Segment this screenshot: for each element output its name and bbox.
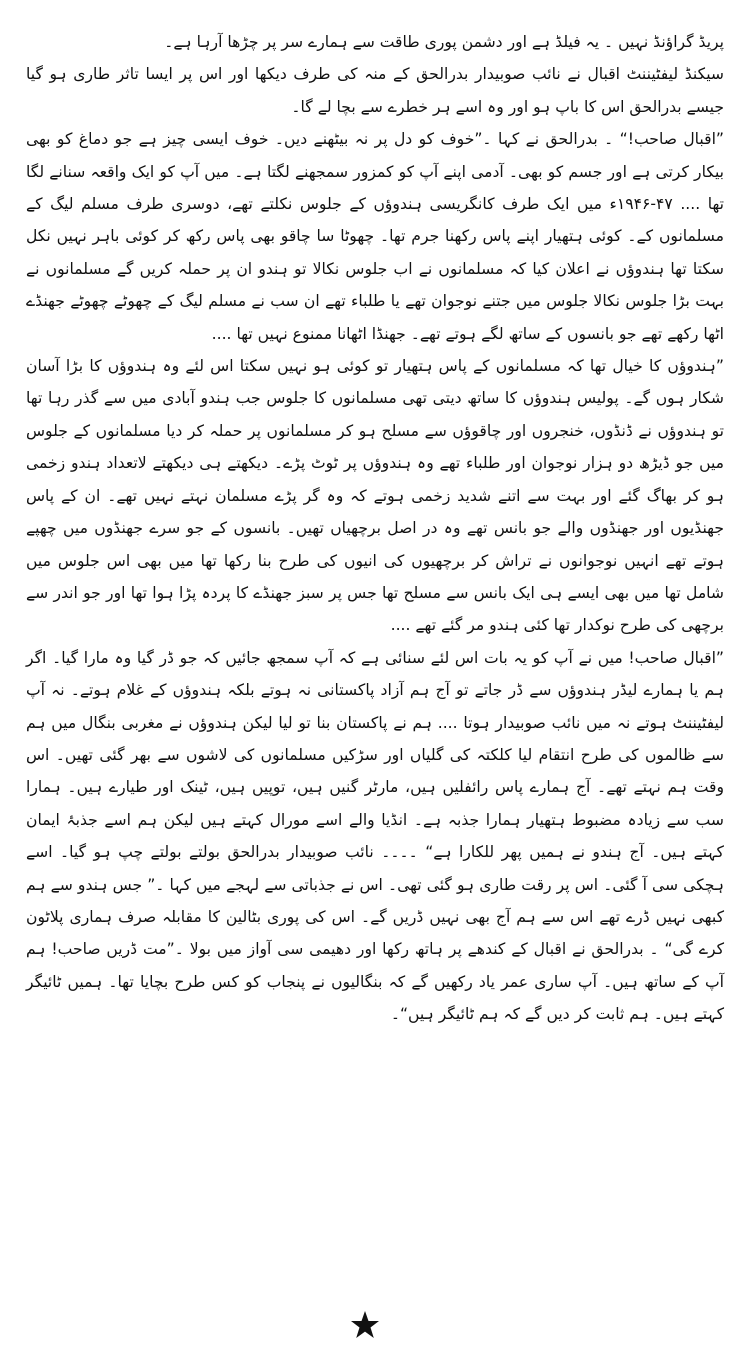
star-icon	[350, 1310, 380, 1340]
paragraph-3: ”اقبال صاحب!“ ۔ بدرالحق نے کہا ۔”خوف کو دل پر نہ بیٹھنے دیں۔ خوف ایسی چیز ہے جو دماغ کو بھی بیکار کرتی ہے اور جسم کو بھی۔ آدمی اپنے آپ کو کمزور سمجھنے لگتا ہے۔ میں آپ کو ایک واقعہ سنانے لگا تھا .... ۴۷-۱۹۴۶ء میں ایک طرف کانگریسی ہندوؤں کے جلوس نکلتے تھے، دوسری طرف مسلم لیگ کے مسلمانوں کے۔ کوئی ہتھیار اپنے پاس رکھنا جرم تھا۔ چھوٹا سا چاقو بھی پاس رکھ کر کوئی باہر نہیں نکل سکتا تھا ہندوؤں نے اعلان کیا کہ مسلمانوں نے اب جلوس نکالا تو ہندو ان پر حملہ کریں گے مسلمانوں نے بہت بڑا جلوس نکالا جلوس میں جتنے نوجوان تھے یا طلباء تھے ان سب نے مسلم لیگ کے چھوٹے چھوٹے جھنڈے اٹھا رکھے تھے جو بانسوں کے ساتھ لگے ہوتے تھے۔ جھنڈا اٹھانا ممنوع نہیں تھا ....	[26, 130, 724, 343]
paragraph-4: ”ہندوؤں کا خیال تھا کہ مسلمانوں کے پاس ہتھیار تو کوئی ہو نہیں سکتا اس لئے وہ ہندوؤں کا بڑا آسان شکار ہوں گے۔ پولیس ہندوؤں کا ساتھ دیتی تھی مسلمانوں کا جلوس جب ہندو آبادی میں سے گذر رہا تھا تو ہندوؤں نے ڈنڈوں، خنجروں اور چاقوؤں سے مسلح ہو کر مسلمانوں پر حملہ کر دیا مسلمانوں کے جلوس میں جو ڈیڑھ دو ہزار نوجوان اور طلباء تھے وہ ہندوؤں پر ٹوٹ پڑے۔ دیکھتے ہی دیکھتے لاتعداد ہندو زخمی ہو کر بھاگ گئے اور بہت سے اتنے شدید زخمی ہوتے کہ وہ گر پڑے مسلمان نہتے نہیں تھے۔ ان کے پاس جھنڈیوں اور جھنڈوں والے جو بانس تھے وہ در اصل برچھیاں تھیں۔ بانسوں کے جو سرے جھنڈوں میں چھپے ہوتے تھے انہیں نوجوانوں نے تراش کر برچھیوں کی انیوں کی طرح بنا رکھا تھا میں بھی اس جلوس میں شامل تھا میں بھی ایسے ہی ایک بانس سے مسلح تھا جس پر سبز جھنڈے کا پردہ پڑا ہوا تھا اور جو اندر سے برچھی کی طرح نوکدار تھا کئی ہندو مر گئے تھے ....	[26, 357, 724, 635]
star-icon-graphic	[350, 1310, 380, 1340]
paragraph-2: سیکنڈ لیفٹیننٹ اقبال نے نائب صوبیدار بدرالحق کے منہ کی طرف دیکھا اور اس پر ایسا تاثر طاری ہو گیا جیسے بدرالحق اس کا باپ ہو اور وہ اسے ہر خطرے سے بچا لے گا۔	[26, 65, 724, 116]
paragraph-5: ”اقبال صاحب! میں نے آپ کو یہ بات اس لئے سنائی ہے کہ آپ سمجھ جائیں کہ جو ڈر گیا وہ مارا گیا۔ اگر ہم یا ہمارے لیڈر ہندوؤں سے ڈر جاتے تو آج ہم آزاد پاکستانی نہ ہوتے بلکہ ہندوؤں کے غلام ہوتے۔ نہ آپ لیفٹیننٹ ہوتے نہ میں نائب صوبیدار ہوتا .... ہم نے پاکستان بنا تو لیا لیکن ہندوؤں نے مغربی بنگال میں ہم سے ظالموں کی طرح انتقام لیا کلکتہ کی گلیاں اور سڑکیں مسلمانوں کی لاشوں سے بھر گئی تھیں۔ اس وقت ہم نہتے تھے۔ آج ہمارے پاس رائفلیں ہیں، مارٹر گنیں ہیں، توپیں ہیں، ٹینک اور طیارے ہیں۔ ہمارا سب سے زیادہ مضبوط ہتھیار ہمارا جذبہ ہے۔ انڈیا والے اسے مورال کہتے ہیں لیکن ہم اسے جذبۂ ایمان کہتے ہیں۔ آج ہندو نے ہمیں پھر للکارا ہے“ ۔۔۔۔ نائب صوبیدار بدرالحق بولتے بولتے چپ ہو گیا۔ اسے ہچکی سی آ گئی۔ اس پر رقت طاری ہو گئی تھی۔ اس نے جذباتی سے لہجے میں کہا ۔” جس ہندو سے ہم کبھی نہیں ڈرے تھے اس سے ہم آج بھی نہیں ڈریں گے۔ اس کی پوری بٹالین کا مقابلہ صرف ہماری پلاٹون کرے گی“ ۔ بدرالحق نے اقبال کے کندھے پر ہاتھ رکھا اور دھیمی سی آواز میں بولا ۔”مت ڈریں صاحب! ہم آپ کے ساتھ ہیں۔ آپ ساری عمر یاد رکھیں گے کہ بنگالیوں نے پنجاب کو کس طرح بچایا تھا۔ ہمیں ٹائیگر کہتے ہیں۔ ہم ثابت کر دیں گے کہ ہم ٹائیگر ہیں“۔	[26, 648, 724, 1024]
paragraph-1: پریڈ گراؤنڈ نہیں ۔ یہ فیلڈ ہے اور دشمن پوری طاقت سے ہمارے سر پر چڑھا آرہا ہے۔	[164, 33, 724, 51]
urdu-text-body	[26, 26, 724, 1031]
